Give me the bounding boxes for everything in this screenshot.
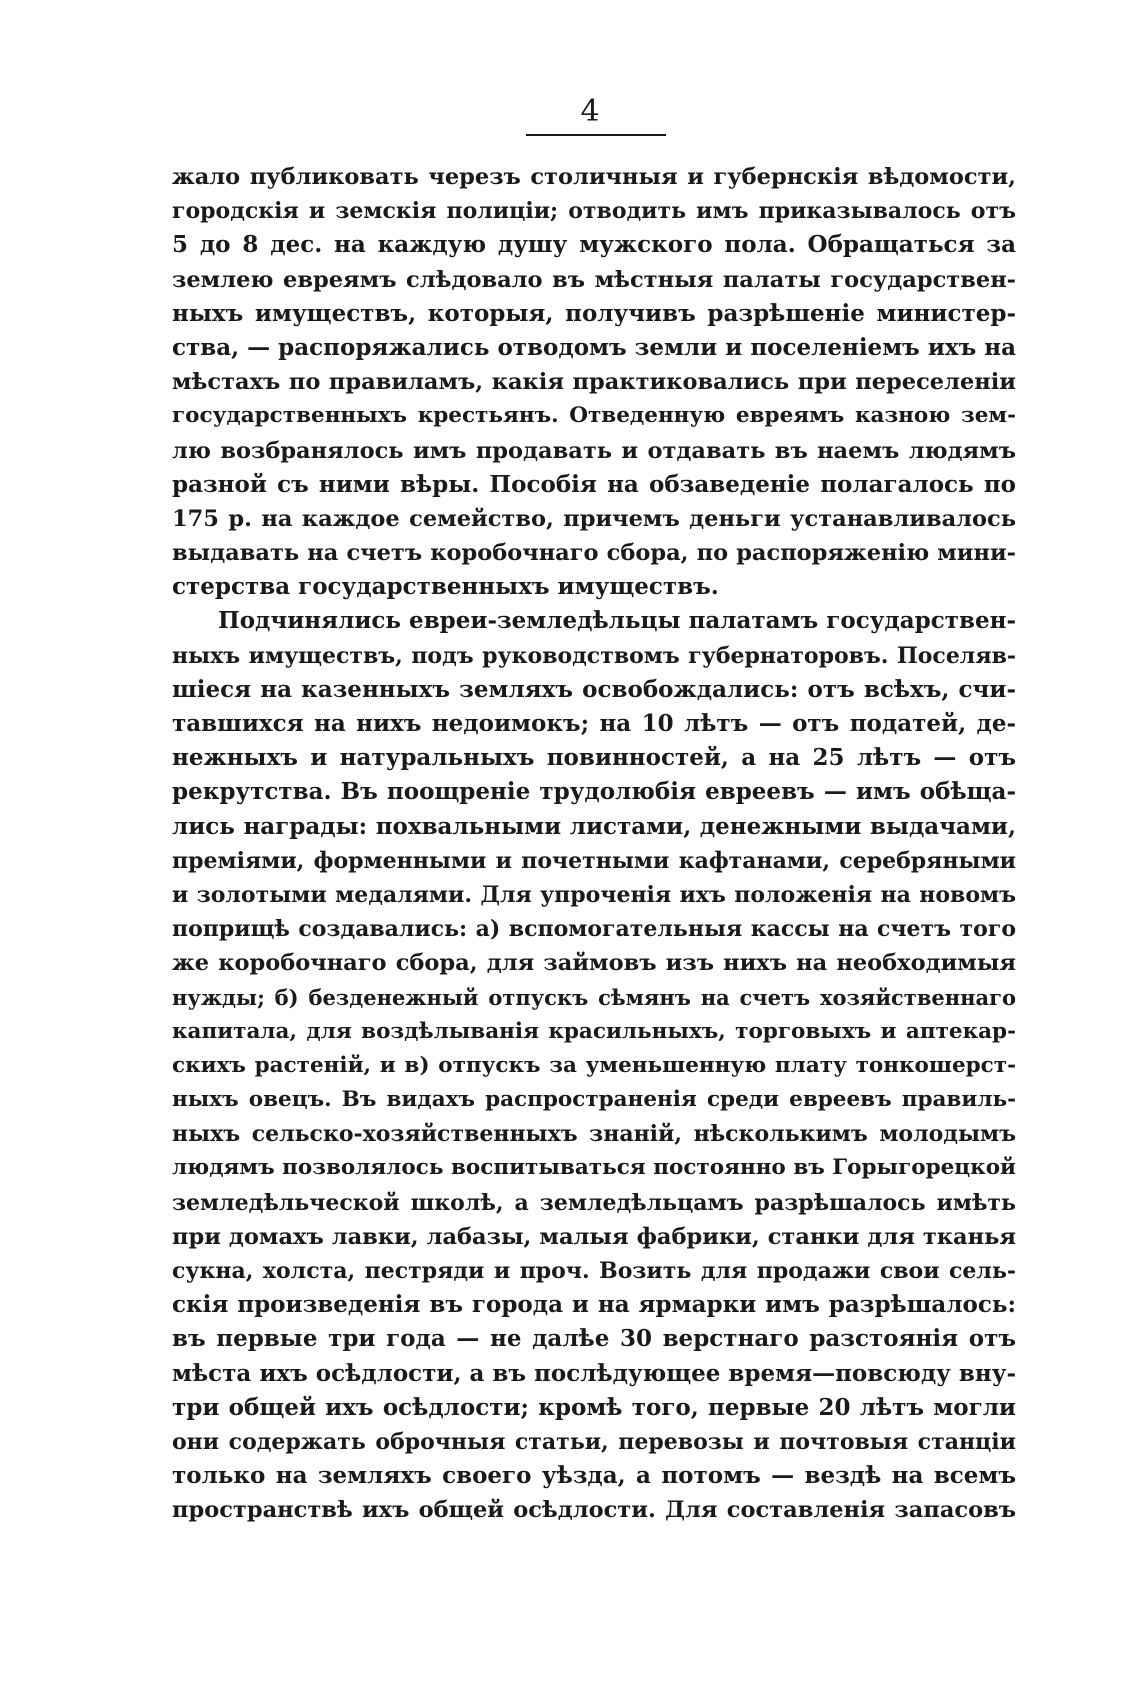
text-line: тавшихся на нихъ недоимокъ; на 10 лѣтъ — отъ податей, де- bbox=[172, 710, 1016, 737]
text-line: ныхъ имуществъ, которыя, получивъ разрѣшеніе министер- bbox=[172, 299, 1016, 327]
text-line: выдавать на счетъ коробочнаго сбора, по распоряженію мини- bbox=[172, 540, 1016, 567]
text-line: же коробочнаго сбора, для займовъ изъ нихъ на необходимыя bbox=[172, 950, 1016, 977]
text-line: лись награды: похвальными листами, денежными выдачами, bbox=[172, 812, 1016, 840]
page-number-rule bbox=[526, 134, 666, 136]
text-line: три общей ихъ осѣдлости; кромѣ того, первые 20 лѣтъ могли bbox=[172, 1393, 1016, 1421]
paragraph-end-line: стерства государственныхъ имуществъ. bbox=[172, 573, 719, 601]
text-line: землею евреямъ слѣдовало въ мѣстныя палаты государствен- bbox=[172, 266, 1016, 293]
text-line: 175 р. на каждое семейство, причемъ деньги устанавливалось bbox=[172, 505, 1016, 532]
text-line: нужды; б) безденежный отпускъ сѣмянъ на счетъ хозяйственнаго bbox=[172, 984, 1016, 1010]
text-line: въ первые три года — не далѣе 30 верстнаго разстоянія отъ bbox=[172, 1325, 1016, 1353]
text-line: разной съ ними вѣры. Пособія на обзаведеніе полагалось по bbox=[172, 470, 1016, 498]
text-line: преміями, форменными и почетными кафтанами, серебряными bbox=[172, 847, 1016, 874]
text-line: мѣстахъ по правиламъ, какія практиковались при переселеніи bbox=[172, 369, 1016, 396]
text-line: нежныхъ и натуральныхъ повинностей, а на 25 лѣтъ — отъ bbox=[172, 744, 1016, 772]
body-text bbox=[172, 160, 1016, 1528]
text-line: они содержать оброчныя статьи, перевозы и почтовыя станціи bbox=[172, 1428, 1016, 1455]
text-line: шіеся на казенныхъ земляхъ освобождались: отъ всѣхъ, счи- bbox=[172, 675, 1016, 703]
text-line: скихъ растеній, и в) отпускъ за уменьшенную плату тонкошерст- bbox=[172, 1052, 1016, 1078]
text-line: капитала, для воздѣлыванія красильныхъ, торговыхъ и аптекар- bbox=[172, 1018, 1016, 1044]
text-line: лю возбранялось имъ продавать и отдавать въ наемъ людямъ bbox=[172, 437, 1016, 464]
text-line: поприщѣ создавались: а) вспомогательныя кассы на счетъ того bbox=[172, 916, 1016, 943]
text-line: только на земляхъ своего уѣзда, а потомъ — вездѣ на всемъ bbox=[172, 1462, 1016, 1490]
text-line: жало публиковать черезъ столичныя и губернскія вѣдомости, bbox=[172, 164, 1016, 190]
text-line: земледѣльческой школѣ, а земледѣльцамъ разрѣшалось имѣть bbox=[172, 1189, 1016, 1216]
text-line: пространствѣ ихъ общей осѣдлости. Для составленія запасовъ bbox=[172, 1497, 1016, 1524]
text-line: и золотыми медалями. Для упроченія ихъ положенія на новомъ bbox=[172, 881, 1016, 908]
text-line: скія произведенія въ города и на ярмарки имъ разрѣшалось: bbox=[172, 1291, 1016, 1319]
text-line: ныхъ имуществъ, подъ руководствомъ губернаторовъ. Поселяв- bbox=[172, 642, 1016, 669]
text-line: при домахъ лавки, лабазы, малыя фабрики, станки для тканья bbox=[172, 1223, 1016, 1250]
text-line: ныхъ овецъ. Въ видахъ распространенія среди евреевъ правиль- bbox=[172, 1087, 1016, 1113]
text-line: 5 до 8 дес. на каждую душу мужского пола. Обращаться за bbox=[172, 231, 1016, 259]
text-line: сукна, холста, пестряди и проч. Возить для продажи свои сель- bbox=[172, 1258, 1016, 1284]
text-line: людямъ позволялось воспитываться постоянно въ Горыгорецкой bbox=[172, 1155, 1016, 1181]
text-line: рекрутства. Въ поощреніе трудолюбія евреевъ — имъ обѣща- bbox=[172, 778, 1016, 806]
text-line: ныхъ сельско-хозяйственныхъ знаній, нѣсколькимъ молодымъ bbox=[172, 1121, 1016, 1148]
text-line: городскія и земскія полиціи; отводить имъ приказывалось отъ bbox=[172, 198, 1016, 225]
text-line: государственныхъ крестьянъ. Отведенную евреямъ казною зем- bbox=[172, 403, 1016, 429]
text-line: ства, — распоряжались отводомъ земли и поселеніемъ ихъ на bbox=[172, 333, 1016, 361]
text-line: мѣста ихъ осѣдлости, а въ послѣдующее время—повсюду вну- bbox=[172, 1359, 1016, 1387]
page-number: 4 bbox=[580, 94, 600, 129]
paragraph-start-line: Подчинялись евреи-земледѣльцы палатамъ государствен- bbox=[218, 607, 1016, 635]
